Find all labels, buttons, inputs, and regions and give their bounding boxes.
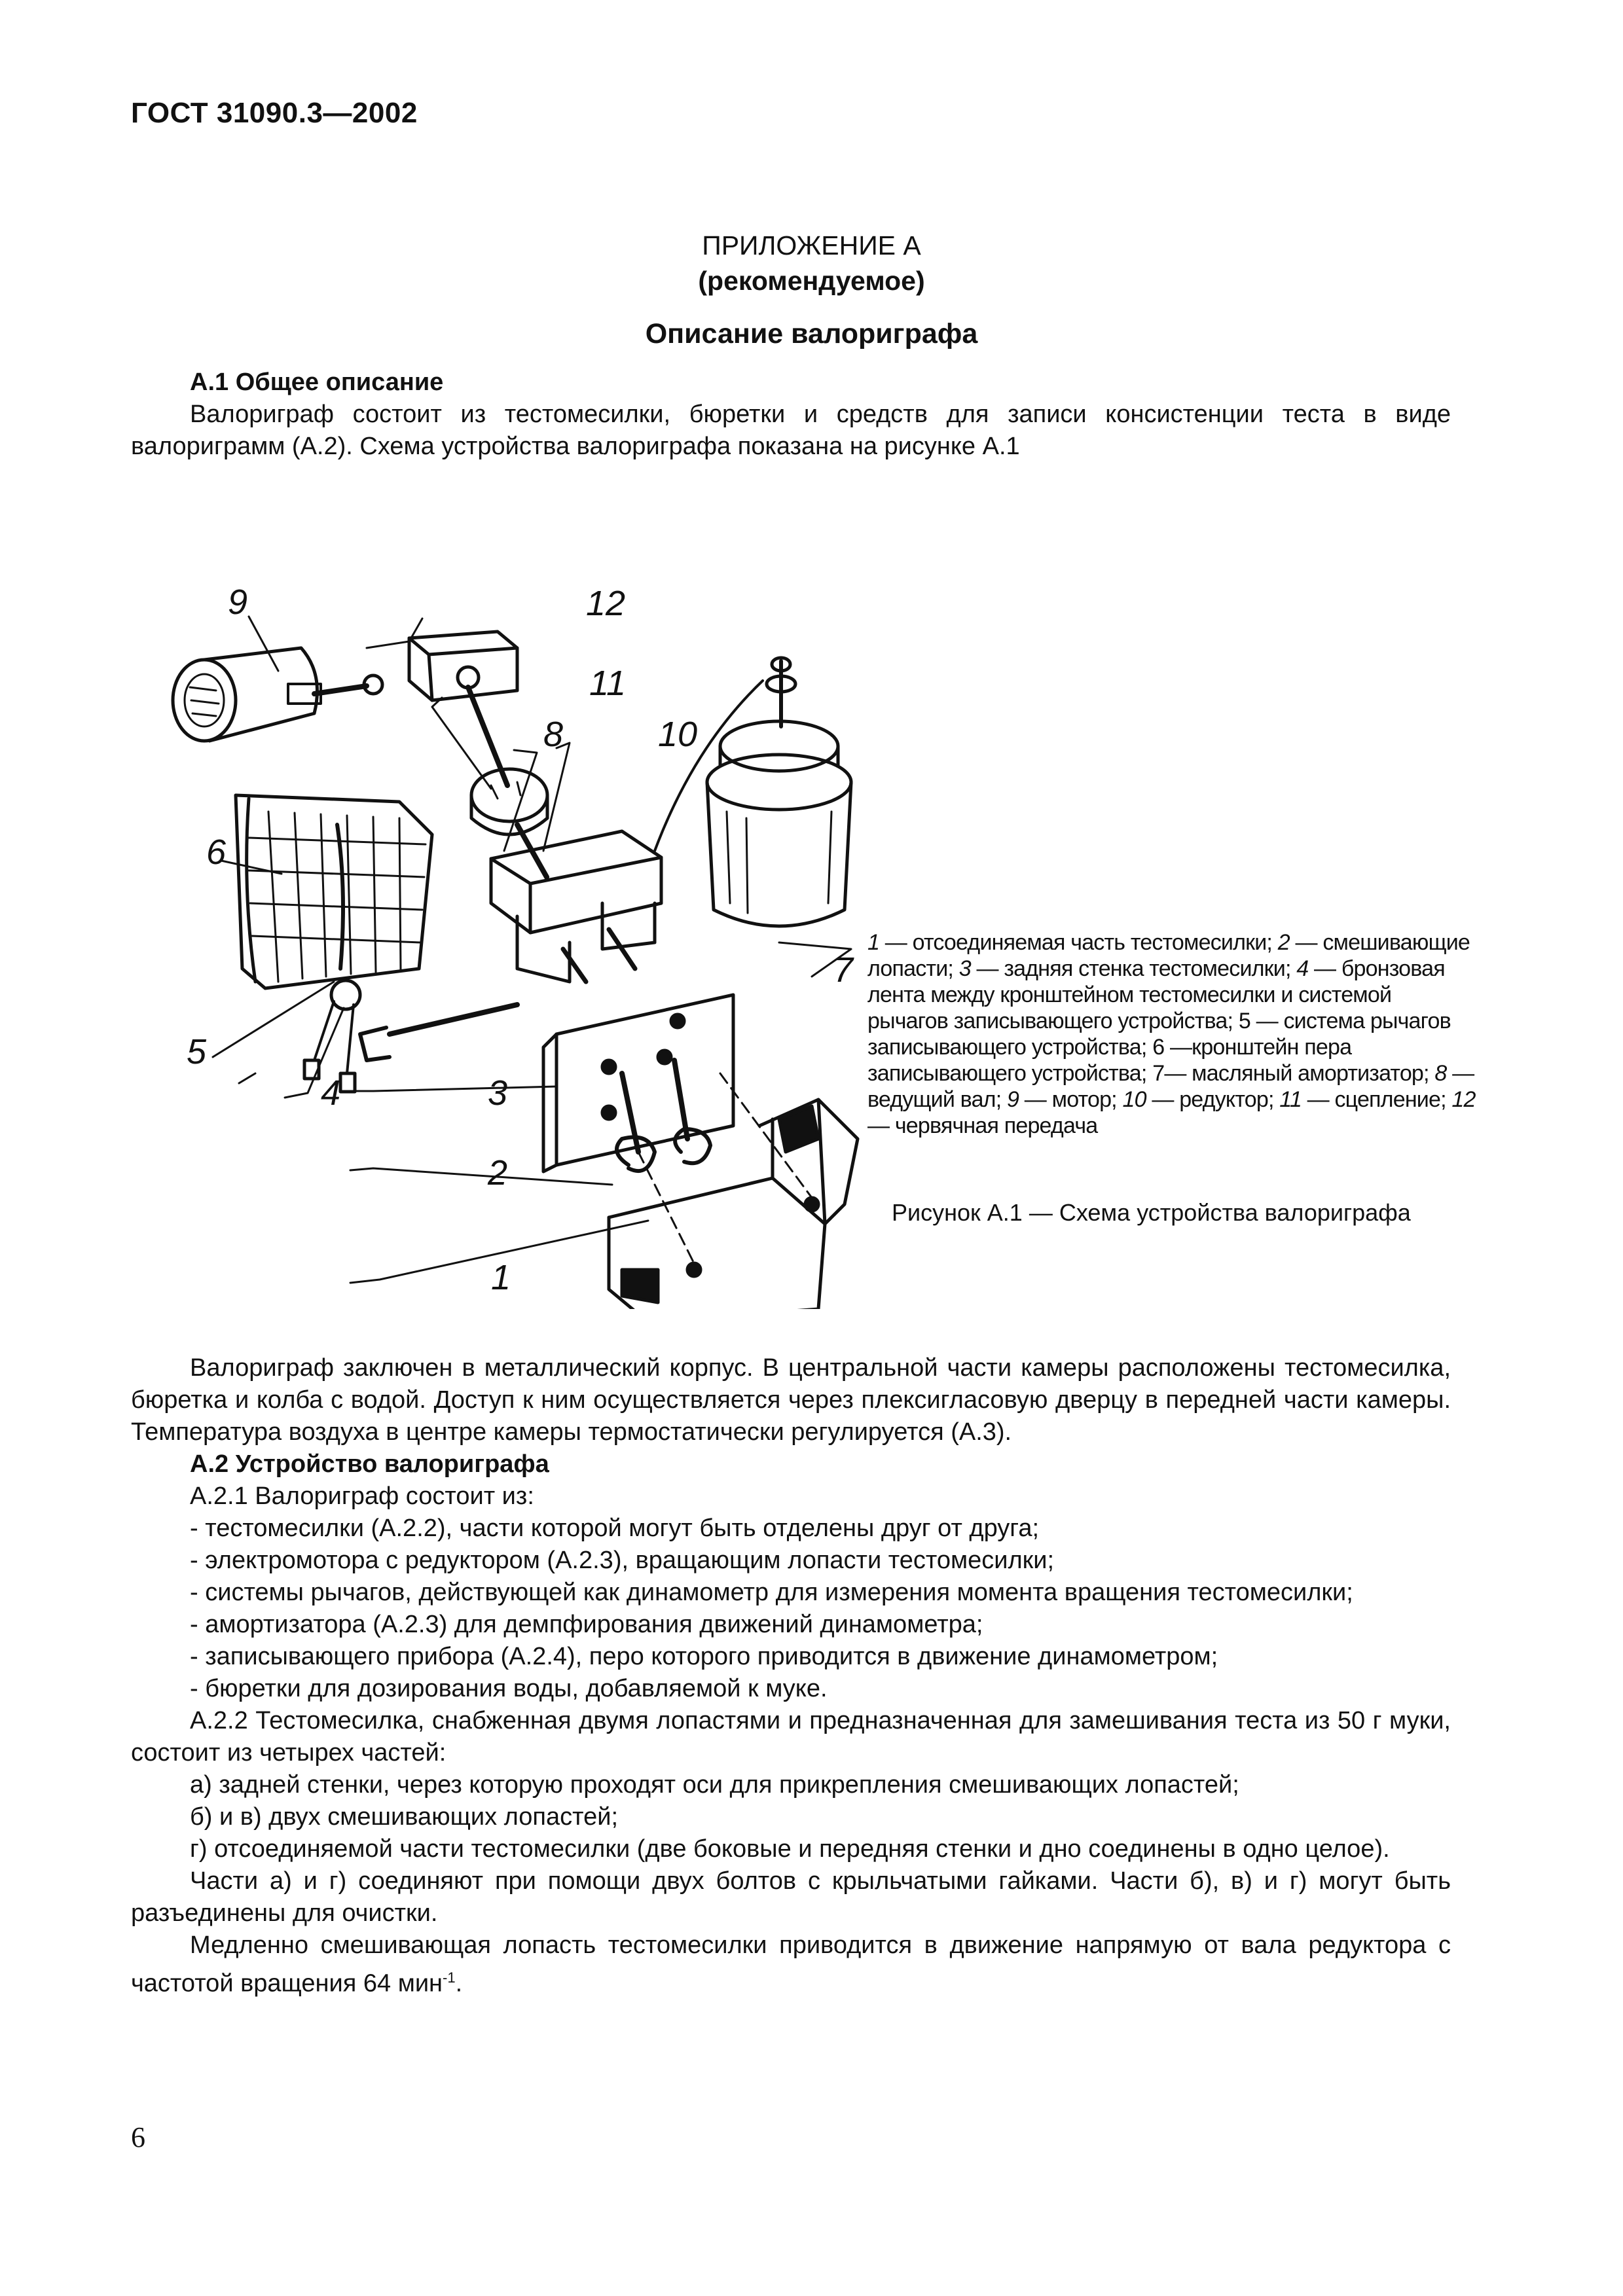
label-2: 2 (488, 1153, 508, 1193)
pen-bracket-drawing (236, 795, 432, 1092)
appendix-subtitle: (рекомендуемое) (698, 266, 925, 296)
a22-paragraph: А.2.2 Тестомесилка, снабженная двумя лопастями и предназначенная для замешивания теста из 50 г муки, состоит из четырех частей: (131, 1707, 1451, 1767)
legend-num: 1 (867, 930, 880, 955)
label-4: 4 (321, 1073, 341, 1113)
label-5: 5 (187, 1032, 207, 1071)
legend-num: 3 (958, 956, 971, 981)
section-title: Описание валориграфа (645, 318, 978, 350)
legend-text: — червячная передача (867, 1113, 1098, 1138)
legend-num: 2 (1277, 930, 1290, 955)
legend-text: — задняя стенка тестомесилки; (970, 956, 1291, 981)
a1-heading: А.1 Общее описание (190, 368, 444, 396)
oil-damper-drawing (655, 658, 851, 926)
figure-caption: Рисунок А.1 — Схема устройства валориграфа (892, 1199, 1411, 1226)
last-paragraph-end: . (455, 1969, 463, 1998)
motor-drawing (173, 648, 382, 741)
appendix-title: ПРИЛОЖЕНИЕ А (702, 230, 921, 260)
body-paragraph: Валориграф заключен в металлический корпус. В центральной части камеры расположены тестомесилка, бюретка и колба с водой. Доступ к ним осуществляется через плексигласовую дверцу в передней части камеры. Температура воздуха в центре камеры термостатически регулируется (А.3). (131, 1354, 1451, 1446)
unit-exponent: -1 (443, 1969, 456, 1986)
legend-text: — мотор; (1019, 1087, 1123, 1112)
label-3: 3 (488, 1073, 508, 1113)
body-text (131, 1352, 1451, 2000)
legend-text: — масляный амортизатор; (1164, 1061, 1435, 1086)
worm-gear-drawing (409, 632, 517, 785)
label-10: 10 (658, 715, 698, 754)
part-item: а) задней стенки, через которую проходят оси для прикрепления смешивающих лопастей; (190, 1771, 1239, 1799)
last-paragraph (131, 1929, 1451, 2000)
label-8: 8 (543, 715, 564, 754)
list-item: - бюретки для дозирования воды, добавляемой к муке. (190, 1675, 828, 1702)
list-item: - электромотора с редуктором (А.2.3), вращающим лопасти тестомесилки; (190, 1547, 1055, 1574)
figure-valorigraph-diagram (151, 576, 871, 1309)
legend-text: — бронзовая лента между кронштейном тестомесилки и системой рычагов записывающего устройства; (867, 956, 1445, 1033)
part-item: б) и в) двух смешивающих лопастей; (190, 1803, 618, 1831)
legend-num: 6 (1152, 1035, 1165, 1060)
label-12: 12 (586, 584, 626, 623)
legend-num: 7 (1152, 1061, 1165, 1086)
legend-text: — сцепление; (1301, 1087, 1446, 1112)
legend-text: —кронштейн пера записывающего устройства; (867, 1035, 1352, 1086)
legend-num: 8 (1434, 1061, 1447, 1086)
legend-num: 9 (1007, 1087, 1019, 1112)
a2-heading: А.2 Устройство валориграфа (190, 1450, 549, 1478)
legend-num: 5 (1238, 1009, 1250, 1033)
page-number: 6 (131, 2121, 145, 2153)
legend-text: — смешивающие лопасти; (867, 930, 1470, 981)
figure-legend (867, 929, 1476, 1139)
legend-num: 4 (1296, 956, 1309, 981)
parts-paragraph: Части а) и г) соединяют при помощи двух болтов с крыльчатыми гайками. Части б), в) и г) могут быть разъединены для очистки. (131, 1867, 1451, 1927)
legend-text: — система рычагов записывающего устройства; (867, 1009, 1451, 1060)
a1-paragraph: Валориграф состоит из тестомесилки, бюретки и средств для записи консистенции теста в виде валориграмм (А.2). Схема устройства валориграфа показана на рисунке А.1 (131, 401, 1451, 460)
legend-text: — отсоединяемая часть тестомесилки; (879, 930, 1278, 955)
label-1: 1 (491, 1258, 511, 1297)
a21-intro: А.2.1 Валориграф состоит из: (190, 1482, 534, 1510)
mixing-blades-drawing (617, 1060, 710, 1171)
legend-text: — редуктор; (1146, 1087, 1280, 1112)
legend-num: 11 (1279, 1087, 1302, 1112)
section-a1 (131, 367, 1451, 463)
reducer-drawing (491, 831, 661, 982)
list-item: - записывающего прибора (А.2.4), перо которого приводится в движение динамометром; (190, 1643, 1218, 1670)
label-9: 9 (228, 583, 248, 622)
list-item: - амортизатора (А.2.3) для демпфирования движений динамометра; (190, 1611, 983, 1638)
legend-num: 10 (1122, 1087, 1146, 1112)
document-header: ГОСТ 31090.3—2002 (131, 97, 418, 129)
part-item: г) отсоединяемой части тестомесилки (две боковые и передняя стенки и дно соединены в одно целое). (190, 1835, 1390, 1863)
list-item: - системы рычагов, действующей как динамометр для измерения момента вращения тестомесилки; (190, 1579, 1353, 1606)
label-6: 6 (206, 833, 227, 872)
label-7: 7 (833, 950, 854, 990)
label-11: 11 (589, 664, 627, 703)
last-paragraph-text: Медленно смешивающая лопасть тестомесилки приводится в движение напрямую от вала редуктора с частотой вращения 64 мин (131, 1931, 1451, 1998)
bronze-band-drawing (360, 1005, 517, 1060)
legend-text: — ведущий вал; (867, 1061, 1474, 1112)
legend-num: 12 (1451, 1087, 1476, 1112)
list-item: - тестомесилки (А.2.2), части которой могут быть отделены друг от друга; (190, 1515, 1040, 1542)
